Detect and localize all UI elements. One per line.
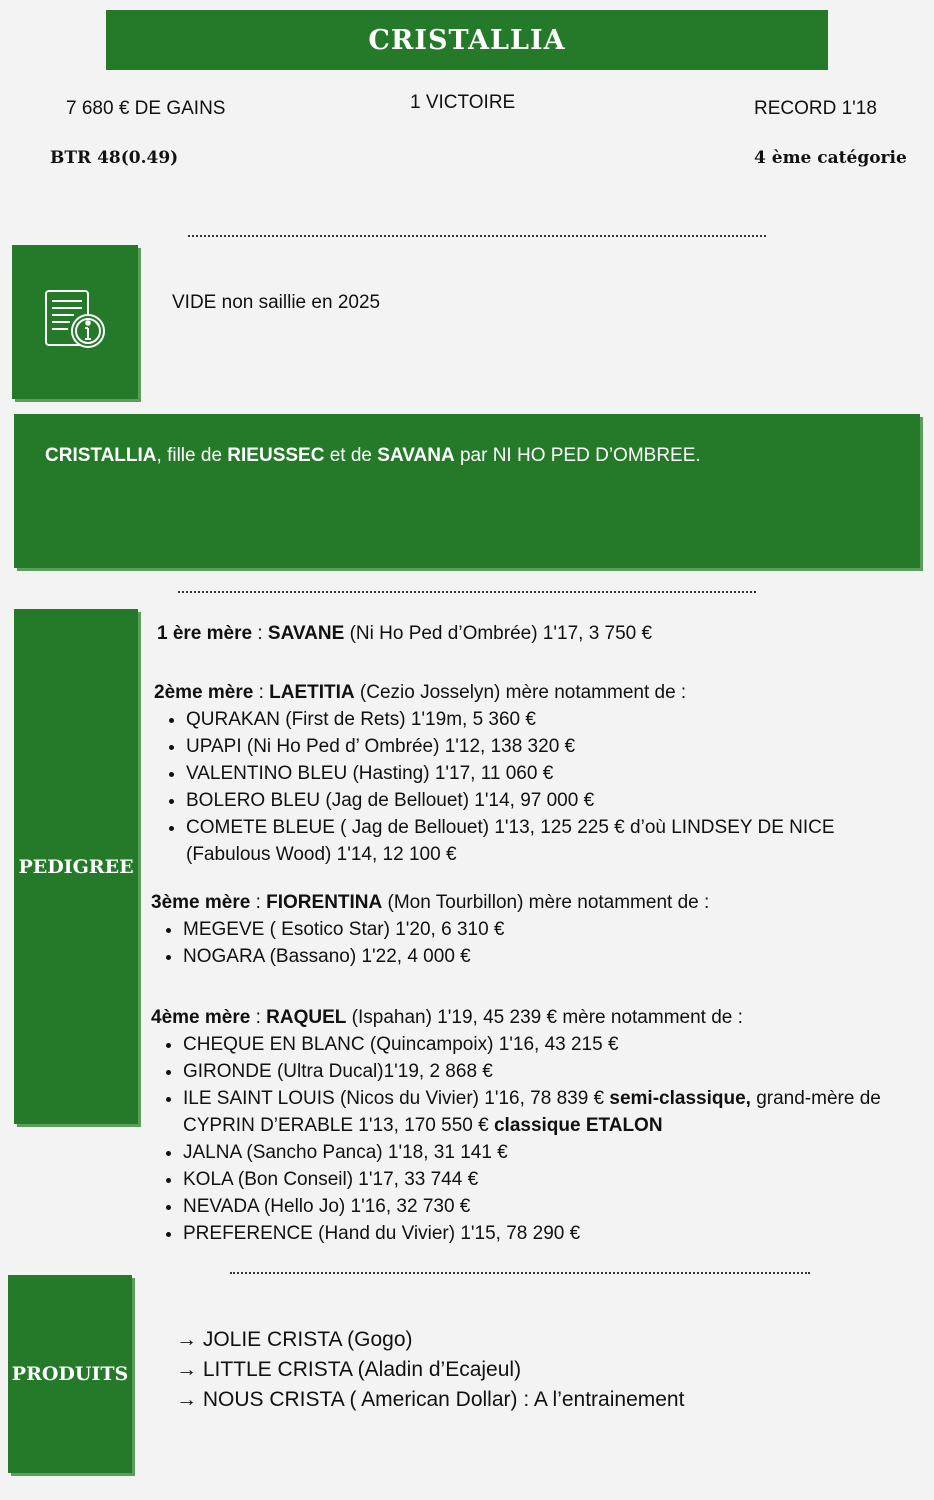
list-item: → JOLIE CRISTA (Gogo) <box>176 1328 413 1351</box>
divider <box>188 235 766 237</box>
fourth-dam-offspring <box>151 1031 921 1247</box>
list-item: • QURAKAN (First de Rets) 1'19m, 5 360 € <box>186 706 914 733</box>
list-item: • GIRONDE (Ultra Ducal)1'19, 2 868 € <box>183 1058 921 1085</box>
list-item: • UPAPI (Ni Ho Ped d’ Ombrée) 1'12, 138 320 € <box>186 733 914 760</box>
title-banner <box>106 10 828 70</box>
category-stat: 4 ème catégorie <box>754 148 907 168</box>
list-item: • PREFERENCE (Hand du Vivier) 1'15, 78 290 € <box>183 1220 921 1247</box>
list-item: • NOGARA (Bassano) 1'22, 4 000 € <box>183 943 911 970</box>
dam-name: SAVANA <box>377 445 455 466</box>
horse-name: CRISTALLIA <box>45 445 157 466</box>
list-item: • BOLERO BLEU (Jag de Bellouet) 1'14, 97 000 € <box>186 787 914 814</box>
divider <box>178 591 756 593</box>
third-dam-offspring <box>151 916 911 970</box>
second-dam-line: 2ème mère : LAETITIA (Cezio Josselyn) mère notamment de : <box>154 682 687 703</box>
produits-label: PRODUITS <box>11 1363 129 1385</box>
pedigree-label-box <box>14 609 138 1124</box>
fourth-dam-line: 4ème mère : RAQUEL (Ispahan) 1'19, 45 239 € mère notamment de : <box>151 1007 743 1028</box>
list-item: • ILE SAINT LOUIS (Nicos du Vivier) 1'16, 78 839 € semi-classique, grand-mère de CYPRIN D’ERABLE 1'13, 170 550 € classique ETALON <box>183 1085 921 1139</box>
btr-stat: BTR 48(0.49) <box>50 148 179 168</box>
divider <box>230 1272 810 1274</box>
second-dam-offspring <box>154 706 914 868</box>
record-stat: RECORD 1'18 <box>754 98 877 119</box>
origin-text: CRISTALLIA, fille de RIEUSSEC et de SAVANA par NI HO PED D’OMBREE. <box>45 445 701 466</box>
document-info-icon <box>42 287 108 358</box>
list-item: • NEVADA (Hello Jo) 1'16, 32 730 € <box>183 1193 921 1220</box>
fourth-dam-section <box>151 1004 921 1247</box>
third-dam-section <box>151 889 911 970</box>
gains-stat: 7 680 € DE GAINS <box>66 98 226 119</box>
status-text: VIDE non saillie en 2025 <box>172 292 381 313</box>
origin-banner <box>14 414 920 568</box>
list-item: • JALNA (Sancho Panca) 1'18, 31 141 € <box>183 1139 921 1166</box>
list-item: • VALENTINO BLEU (Hasting) 1'17, 11 060 € <box>186 760 914 787</box>
list-item: → NOUS CRISTA ( American Dollar) : A l’entrainement <box>176 1388 685 1411</box>
list-item: • CHEQUE EN BLANC (Quincampoix) 1'16, 43 215 € <box>183 1031 921 1058</box>
first-dam-line: 1 ère mère : SAVANE (Ni Ho Ped d’Ombrée) 1'17, 3 750 € <box>157 623 653 644</box>
pedigree-label: PEDIGREE <box>18 855 134 878</box>
list-item: → LITTLE CRISTA (Aladin d’Ecajeul) <box>176 1358 522 1381</box>
victories-stat: 1 VICTOIRE <box>410 92 516 113</box>
second-dam-section <box>154 679 914 868</box>
produits-label-box <box>8 1275 132 1473</box>
produits-list <box>176 1325 684 1415</box>
third-dam-line: 3ème mère : FIORENTINA (Mon Tourbillon) mère notamment de : <box>151 892 710 913</box>
list-item: • MEGEVE ( Esotico Star) 1'20, 6 310 € <box>183 916 911 943</box>
list-item: • COMETE BLEUE ( Jag de Bellouet) 1'13, 125 225 € d’où LINDSEY DE NICE (Fabulous Wood) 1'14, 12 100 € <box>186 814 914 868</box>
page-title: CRISTALLIA <box>368 24 566 56</box>
info-box <box>12 245 138 399</box>
sire-name: RIEUSSEC <box>227 445 325 466</box>
list-item: • KOLA (Bon Conseil) 1'17, 33 744 € <box>183 1166 921 1193</box>
